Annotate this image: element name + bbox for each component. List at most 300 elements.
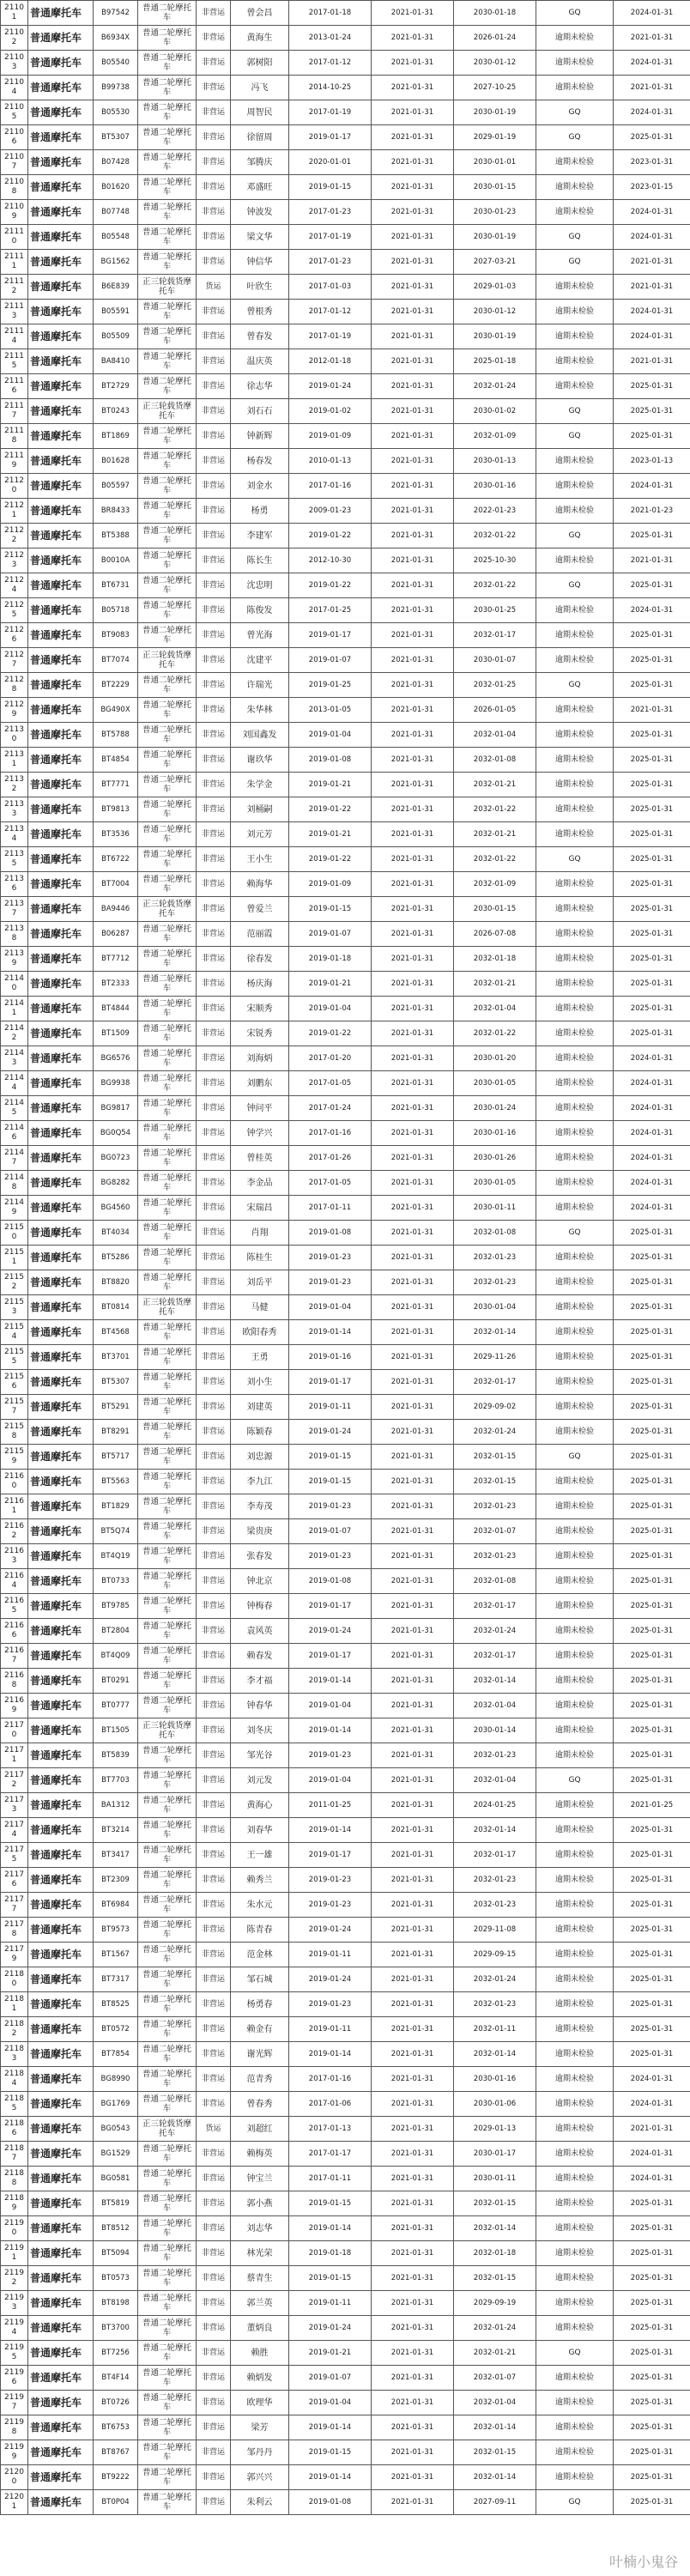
scrap-date-cell: 2026-07-08 bbox=[454, 922, 536, 947]
valid-until-cell: 2025-01-31 bbox=[614, 1943, 690, 1967]
vehicle-type-cell: 普通摩托车 bbox=[28, 748, 94, 773]
first-registration-date-cell: 2017-01-23 bbox=[289, 250, 372, 275]
vehicle-type-cell: 普通摩托车 bbox=[28, 1171, 94, 1196]
inspection-date-cell: 2021-01-31 bbox=[372, 26, 454, 51]
row-number-cell: 21173 bbox=[1, 1793, 28, 1818]
vehicle-type-cell: 普通摩托车 bbox=[28, 2266, 94, 2291]
plate-number-cell: BT4854 bbox=[94, 748, 138, 773]
inspection-date-cell: 2021-01-31 bbox=[372, 200, 454, 225]
first-registration-date-cell: 2019-01-17 bbox=[289, 1644, 372, 1669]
watermark-text: 叶楠小鬼谷 bbox=[608, 2554, 678, 2570]
scrap-date-cell: 2030-01-25 bbox=[454, 598, 536, 623]
vehicle-type-cell: 普通摩托车 bbox=[28, 2216, 94, 2241]
table-row bbox=[1, 1146, 690, 1171]
plate-number-cell: B07748 bbox=[94, 200, 138, 225]
first-registration-date-cell: 2019-01-21 bbox=[289, 2341, 372, 2366]
valid-until-cell: 2025-01-31 bbox=[614, 1743, 690, 1768]
table-row bbox=[1, 1992, 690, 2017]
valid-until-cell: 2025-01-31 bbox=[614, 972, 690, 997]
inspection-status-cell: GQ bbox=[536, 847, 614, 872]
scrap-date-cell: 2032-01-11 bbox=[454, 2017, 536, 2042]
table-row bbox=[1, 1918, 690, 1943]
owner-name-cell: 陈俊发 bbox=[231, 598, 289, 623]
vehicle-model-cell: 普通二轮摩托车 bbox=[138, 1470, 197, 1494]
row-number-cell: 21117 bbox=[1, 399, 28, 424]
plate-number-cell: BT6753 bbox=[94, 2415, 138, 2440]
row-number-cell: 21167 bbox=[1, 1644, 28, 1669]
vehicle-model-cell: 普通二轮摩托车 bbox=[138, 1694, 197, 1718]
plate-number-cell: BT4034 bbox=[94, 1221, 138, 1246]
inspection-date-cell: 2021-01-31 bbox=[372, 1544, 454, 1569]
usage-nature-cell: 非营运 bbox=[197, 399, 231, 424]
row-number-cell: 21136 bbox=[1, 872, 28, 897]
first-registration-date-cell: 2019-01-24 bbox=[289, 1619, 372, 1644]
vehicle-type-cell: 普通摩托车 bbox=[28, 1818, 94, 1843]
inspection-date-cell: 2021-01-31 bbox=[372, 2490, 454, 2515]
vehicle-model-cell: 普通二轮摩托车 bbox=[138, 598, 197, 623]
inspection-date-cell: 2021-01-31 bbox=[372, 499, 454, 524]
vehicle-model-cell: 普通二轮摩托车 bbox=[138, 1669, 197, 1694]
vehicle-model-cell: 正三轮载货摩托车 bbox=[138, 399, 197, 424]
row-number-cell: 21181 bbox=[1, 1992, 28, 2017]
vehicle-model-cell: 普通二轮摩托车 bbox=[138, 673, 197, 698]
scrap-date-cell: 2032-01-04 bbox=[454, 997, 536, 1021]
table-row bbox=[1, 1096, 690, 1121]
inspection-status-cell: 逾期未检验 bbox=[536, 623, 614, 648]
valid-until-cell: 2025-01-31 bbox=[614, 374, 690, 399]
vehicle-model-cell: 普通二轮摩托车 bbox=[138, 424, 197, 449]
plate-number-cell: BT7703 bbox=[94, 1768, 138, 1793]
first-registration-date-cell: 2019-01-14 bbox=[289, 2415, 372, 2440]
first-registration-date-cell: 2019-01-07 bbox=[289, 648, 372, 673]
usage-nature-cell: 非营运 bbox=[197, 250, 231, 275]
vehicle-model-cell: 普通二轮摩托车 bbox=[138, 2241, 197, 2266]
vehicle-model-cell: 普通二轮摩托车 bbox=[138, 2465, 197, 2490]
first-registration-date-cell: 2011-01-25 bbox=[289, 1793, 372, 1818]
scrap-date-cell: 2032-01-22 bbox=[454, 524, 536, 549]
inspection-status-cell: 逾期未检验 bbox=[536, 1370, 614, 1395]
scrap-date-cell: 2032-01-15 bbox=[454, 1470, 536, 1494]
row-number-cell: 21129 bbox=[1, 698, 28, 723]
valid-until-cell: 2025-01-31 bbox=[614, 1270, 690, 1295]
first-registration-date-cell: 2019-01-17 bbox=[289, 125, 372, 150]
first-registration-date-cell: 2017-01-13 bbox=[289, 2117, 372, 2142]
vehicle-type-cell: 普通摩托车 bbox=[28, 2117, 94, 2142]
table-row bbox=[1, 1843, 690, 1868]
owner-name-cell: 欧理华 bbox=[231, 2391, 289, 2415]
valid-until-cell: 2024-01-31 bbox=[614, 51, 690, 76]
plate-number-cell: BT5839 bbox=[94, 1743, 138, 1768]
owner-name-cell: 刘元发 bbox=[231, 1768, 289, 1793]
vehicle-type-cell: 普通摩托车 bbox=[28, 1992, 94, 2017]
first-registration-date-cell: 2019-01-14 bbox=[289, 1718, 372, 1743]
inspection-status-cell: 逾期未检验 bbox=[536, 1992, 614, 2017]
table-row bbox=[1, 1644, 690, 1669]
vehicle-model-cell: 普通二轮摩托车 bbox=[138, 1196, 197, 1221]
usage-nature-cell: 非营运 bbox=[197, 474, 231, 499]
vehicle-model-cell: 普通二轮摩托车 bbox=[138, 1868, 197, 1893]
vehicle-model-cell: 普通二轮摩托车 bbox=[138, 1644, 197, 1669]
inspection-status-cell: 逾期未检验 bbox=[536, 1320, 614, 1345]
vehicle-type-cell: 普通摩托车 bbox=[28, 623, 94, 648]
scrap-date-cell: 2032-01-14 bbox=[454, 1669, 536, 1694]
row-number-cell: 21143 bbox=[1, 1046, 28, 1071]
first-registration-date-cell: 2019-01-24 bbox=[289, 1420, 372, 1445]
plate-number-cell: B06287 bbox=[94, 922, 138, 947]
usage-nature-cell: 非营运 bbox=[197, 1569, 231, 1594]
row-number-cell: 21183 bbox=[1, 2042, 28, 2067]
inspection-date-cell: 2021-01-31 bbox=[372, 1370, 454, 1395]
inspection-date-cell: 2021-01-31 bbox=[372, 324, 454, 349]
owner-name-cell: 钟宝兰 bbox=[231, 2167, 289, 2191]
vehicle-type-cell: 普通摩托车 bbox=[28, 175, 94, 200]
plate-number-cell: BG0723 bbox=[94, 1146, 138, 1171]
owner-name-cell: 张春发 bbox=[231, 1544, 289, 1569]
usage-nature-cell: 非营运 bbox=[197, 1843, 231, 1868]
owner-name-cell: 钟梅春 bbox=[231, 1594, 289, 1619]
valid-until-cell: 2025-01-31 bbox=[614, 997, 690, 1021]
table-row bbox=[1, 2067, 690, 2092]
usage-nature-cell: 非营运 bbox=[197, 549, 231, 573]
owner-name-cell: 钟学兴 bbox=[231, 1121, 289, 1146]
row-number-cell: 21188 bbox=[1, 2167, 28, 2191]
vehicle-type-cell: 普通摩托车 bbox=[28, 1793, 94, 1818]
inspection-status-cell: 逾期未检验 bbox=[536, 1295, 614, 1320]
first-registration-date-cell: 2017-01-05 bbox=[289, 1171, 372, 1196]
inspection-status-cell: 逾期未检验 bbox=[536, 2191, 614, 2216]
vehicle-type-cell: 普通摩托车 bbox=[28, 1743, 94, 1768]
first-registration-date-cell: 2017-01-24 bbox=[289, 1096, 372, 1121]
vehicle-model-cell: 普通二轮摩托车 bbox=[138, 1046, 197, 1071]
valid-until-cell: 2024-01-31 bbox=[614, 2167, 690, 2191]
inspection-date-cell: 2021-01-31 bbox=[372, 2067, 454, 2092]
row-number-cell: 21121 bbox=[1, 499, 28, 524]
inspection-date-cell: 2021-01-31 bbox=[372, 1768, 454, 1793]
vehicle-model-cell: 普通二轮摩托车 bbox=[138, 2266, 197, 2291]
inspection-status-cell: 逾期未检验 bbox=[536, 1793, 614, 1818]
usage-nature-cell: 非营运 bbox=[197, 2366, 231, 2391]
owner-name-cell: 郭小燕 bbox=[231, 2191, 289, 2216]
valid-until-cell: 2024-01-31 bbox=[614, 598, 690, 623]
valid-until-cell: 2024-01-31 bbox=[614, 1071, 690, 1096]
inspection-status-cell: 逾期未检验 bbox=[536, 598, 614, 623]
table-row bbox=[1, 76, 690, 100]
inspection-status-cell: 逾期未检验 bbox=[536, 449, 614, 474]
row-number-cell: 21177 bbox=[1, 1893, 28, 1918]
inspection-date-cell: 2021-01-31 bbox=[372, 76, 454, 100]
usage-nature-cell: 非营运 bbox=[197, 1470, 231, 1494]
scrap-date-cell: 2032-01-18 bbox=[454, 2241, 536, 2266]
inspection-status-cell: 逾期未检验 bbox=[536, 748, 614, 773]
owner-name-cell: 曾爱兰 bbox=[231, 897, 289, 922]
owner-name-cell: 董炳良 bbox=[231, 2316, 289, 2341]
vehicle-model-cell: 普通二轮摩托车 bbox=[138, 1992, 197, 2017]
inspection-date-cell: 2021-01-31 bbox=[372, 897, 454, 922]
table-row bbox=[1, 1121, 690, 1146]
valid-until-cell: 2024-01-31 bbox=[614, 2142, 690, 2167]
usage-nature-cell: 非营运 bbox=[197, 1918, 231, 1943]
plate-number-cell: B97542 bbox=[94, 1, 138, 26]
usage-nature-cell: 非营运 bbox=[197, 847, 231, 872]
row-number-cell: 21187 bbox=[1, 2142, 28, 2167]
plate-number-cell: BT2729 bbox=[94, 374, 138, 399]
table-row bbox=[1, 1470, 690, 1494]
vehicle-type-cell: 普通摩托车 bbox=[28, 51, 94, 76]
plate-number-cell: BT1567 bbox=[94, 1943, 138, 1967]
vehicle-model-cell: 普通二轮摩托车 bbox=[138, 1793, 197, 1818]
owner-name-cell: 李九江 bbox=[231, 1470, 289, 1494]
vehicle-model-cell: 普通二轮摩托车 bbox=[138, 1569, 197, 1594]
owner-name-cell: 郭树阳 bbox=[231, 51, 289, 76]
row-number-cell: 21161 bbox=[1, 1494, 28, 1519]
vehicle-type-cell: 普通摩托车 bbox=[28, 997, 94, 1021]
plate-number-cell: BT7854 bbox=[94, 2042, 138, 2067]
valid-until-cell: 2025-01-31 bbox=[614, 1519, 690, 1544]
vehicle-type-cell: 普通摩托车 bbox=[28, 723, 94, 748]
plate-number-cell: B05548 bbox=[94, 225, 138, 250]
first-registration-date-cell: 2019-01-24 bbox=[289, 2316, 372, 2341]
plate-number-cell: BT7771 bbox=[94, 773, 138, 797]
row-number-cell: 21171 bbox=[1, 1743, 28, 1768]
usage-nature-cell: 非营运 bbox=[197, 1196, 231, 1221]
vehicle-type-cell: 普通摩托车 bbox=[28, 1146, 94, 1171]
usage-nature-cell: 非营运 bbox=[197, 324, 231, 349]
table-row bbox=[1, 997, 690, 1021]
table-row bbox=[1, 1619, 690, 1644]
table-row bbox=[1, 100, 690, 125]
vehicle-type-cell: 普通摩托车 bbox=[28, 1121, 94, 1146]
row-number-cell: 21189 bbox=[1, 2191, 28, 2216]
table-row bbox=[1, 1743, 690, 1768]
inspection-date-cell: 2021-01-31 bbox=[372, 1494, 454, 1519]
usage-nature-cell: 非营运 bbox=[197, 125, 231, 150]
first-registration-date-cell: 2020-01-01 bbox=[289, 150, 372, 175]
vehicle-type-cell: 普通摩托车 bbox=[28, 1345, 94, 1370]
usage-nature-cell: 非营运 bbox=[197, 2316, 231, 2341]
inspection-date-cell: 2021-01-31 bbox=[372, 773, 454, 797]
table-row bbox=[1, 2440, 690, 2465]
vehicle-model-cell: 普通二轮摩托车 bbox=[138, 2415, 197, 2440]
owner-name-cell: 曾根秀 bbox=[231, 300, 289, 324]
vehicle-type-cell: 普通摩托车 bbox=[28, 26, 94, 51]
vehicle-model-cell: 普通二轮摩托车 bbox=[138, 1021, 197, 1046]
table-row bbox=[1, 2341, 690, 2366]
vehicle-type-cell: 普通摩托车 bbox=[28, 2415, 94, 2440]
inspection-status-cell: 逾期未检验 bbox=[536, 1420, 614, 1445]
inspection-date-cell: 2021-01-31 bbox=[372, 947, 454, 972]
usage-nature-cell: 非营运 bbox=[197, 1544, 231, 1569]
vehicle-model-cell: 普通二轮摩托车 bbox=[138, 1221, 197, 1246]
inspection-status-cell: 逾期未检验 bbox=[536, 773, 614, 797]
table-row bbox=[1, 1320, 690, 1345]
vehicle-type-cell: 普通摩托车 bbox=[28, 2366, 94, 2391]
inspection-date-cell: 2021-01-31 bbox=[372, 349, 454, 374]
vehicle-type-cell: 普通摩托车 bbox=[28, 1594, 94, 1619]
first-registration-date-cell: 2017-01-11 bbox=[289, 2167, 372, 2191]
owner-name-cell: 林光荣 bbox=[231, 2241, 289, 2266]
first-registration-date-cell: 2019-01-04 bbox=[289, 1295, 372, 1320]
first-registration-date-cell: 2017-01-25 bbox=[289, 598, 372, 623]
owner-name-cell: 徐留周 bbox=[231, 125, 289, 150]
table-row bbox=[1, 1494, 690, 1519]
valid-until-cell: 2025-01-31 bbox=[614, 847, 690, 872]
owner-name-cell: 曾会昌 bbox=[231, 1, 289, 26]
plate-number-cell: B05597 bbox=[94, 474, 138, 499]
owner-name-cell: 宋顺秀 bbox=[231, 997, 289, 1021]
inspection-date-cell: 2021-01-31 bbox=[372, 573, 454, 598]
scrap-date-cell: 2026-01-05 bbox=[454, 698, 536, 723]
inspection-status-cell: 逾期未检验 bbox=[536, 1868, 614, 1893]
valid-until-cell: 2025-01-31 bbox=[614, 2291, 690, 2316]
owner-name-cell: 刘国鑫发 bbox=[231, 723, 289, 748]
plate-number-cell: B05718 bbox=[94, 598, 138, 623]
usage-nature-cell: 非营运 bbox=[197, 1967, 231, 1992]
vehicle-type-cell: 普通摩托车 bbox=[28, 1644, 94, 1669]
table-row bbox=[1, 1395, 690, 1420]
vehicle-type-cell: 普通摩托车 bbox=[28, 1768, 94, 1793]
usage-nature-cell: 非营运 bbox=[197, 349, 231, 374]
scrap-date-cell: 2032-01-09 bbox=[454, 424, 536, 449]
inspection-status-cell: 逾期未检验 bbox=[536, 1071, 614, 1096]
vehicle-type-cell: 普通摩托车 bbox=[28, 1943, 94, 1967]
owner-name-cell: 周智民 bbox=[231, 100, 289, 125]
owner-name-cell: 钟春华 bbox=[231, 1694, 289, 1718]
plate-number-cell: BG6576 bbox=[94, 1046, 138, 1071]
table-row bbox=[1, 300, 690, 324]
plate-number-cell: BT0243 bbox=[94, 399, 138, 424]
usage-nature-cell: 非营运 bbox=[197, 2291, 231, 2316]
plate-number-cell: BT8512 bbox=[94, 2216, 138, 2241]
vehicle-type-cell: 普通摩托车 bbox=[28, 648, 94, 673]
vehicle-type-cell: 普通摩托车 bbox=[28, 250, 94, 275]
row-number-cell: 21126 bbox=[1, 623, 28, 648]
table-row bbox=[1, 1868, 690, 1893]
scrap-date-cell: 2029-09-02 bbox=[454, 1395, 536, 1420]
table-row bbox=[1, 1544, 690, 1569]
vehicle-model-cell: 普通二轮摩托车 bbox=[138, 723, 197, 748]
vehicle-model-cell: 普通二轮摩托车 bbox=[138, 1494, 197, 1519]
inspection-status-cell: 逾期未检验 bbox=[536, 1519, 614, 1544]
plate-number-cell: BT0291 bbox=[94, 1669, 138, 1694]
scrap-date-cell: 2032-01-14 bbox=[454, 2465, 536, 2490]
row-number-cell: 21137 bbox=[1, 897, 28, 922]
vehicle-model-cell: 普通二轮摩托车 bbox=[138, 1893, 197, 1918]
first-registration-date-cell: 2019-01-22 bbox=[289, 573, 372, 598]
table-row bbox=[1, 449, 690, 474]
first-registration-date-cell: 2019-01-02 bbox=[289, 399, 372, 424]
plate-number-cell: BT7004 bbox=[94, 872, 138, 897]
vehicle-model-cell: 普通二轮摩托车 bbox=[138, 2042, 197, 2067]
vehicle-type-cell: 普通摩托车 bbox=[28, 822, 94, 847]
table-row bbox=[1, 1071, 690, 1096]
valid-until-cell: 2025-01-31 bbox=[614, 1594, 690, 1619]
vehicle-model-cell: 普通二轮摩托车 bbox=[138, 349, 197, 374]
vehicle-model-cell: 普通二轮摩托车 bbox=[138, 1121, 197, 1146]
first-registration-date-cell: 2017-01-12 bbox=[289, 300, 372, 324]
vehicle-type-cell: 普通摩托车 bbox=[28, 673, 94, 698]
plate-number-cell: BT3701 bbox=[94, 1345, 138, 1370]
inspection-status-cell: 逾期未检验 bbox=[536, 175, 614, 200]
inspection-date-cell: 2021-01-31 bbox=[372, 1868, 454, 1893]
first-registration-date-cell: 2019-01-24 bbox=[289, 374, 372, 399]
inspection-date-cell: 2021-01-31 bbox=[372, 150, 454, 175]
inspection-status-cell: GQ bbox=[536, 399, 614, 424]
owner-name-cell: 刘超红 bbox=[231, 2117, 289, 2142]
valid-until-cell: 2025-01-31 bbox=[614, 1246, 690, 1270]
usage-nature-cell: 非营运 bbox=[197, 673, 231, 698]
scrap-date-cell: 2032-01-07 bbox=[454, 1519, 536, 1544]
valid-until-cell: 2021-01-31 bbox=[614, 349, 690, 374]
usage-nature-cell: 非营运 bbox=[197, 1046, 231, 1071]
vehicle-type-cell: 普通摩托车 bbox=[28, 2092, 94, 2117]
valid-until-cell: 2024-01-31 bbox=[614, 300, 690, 324]
vehicle-type-cell: 普通摩托车 bbox=[28, 2490, 94, 2515]
table-row bbox=[1, 1818, 690, 1843]
owner-name-cell: 谢光辉 bbox=[231, 2042, 289, 2067]
row-number-cell: 21150 bbox=[1, 1221, 28, 1246]
row-number-cell: 21148 bbox=[1, 1171, 28, 1196]
scrap-date-cell: 2032-01-22 bbox=[454, 1021, 536, 1046]
table-row bbox=[1, 250, 690, 275]
owner-name-cell: 陈桂生 bbox=[231, 1246, 289, 1270]
table-row bbox=[1, 2167, 690, 2191]
table-row bbox=[1, 1594, 690, 1619]
owner-name-cell: 沈建平 bbox=[231, 648, 289, 673]
owner-name-cell: 梁文华 bbox=[231, 225, 289, 250]
usage-nature-cell: 非营运 bbox=[197, 1, 231, 26]
table-row bbox=[1, 897, 690, 922]
inspection-status-cell: 逾期未检验 bbox=[536, 1021, 614, 1046]
table-row bbox=[1, 1370, 690, 1395]
inspection-date-cell: 2021-01-31 bbox=[372, 748, 454, 773]
vehicle-model-cell: 普通二轮摩托车 bbox=[138, 698, 197, 723]
valid-until-cell: 2021-01-31 bbox=[614, 2117, 690, 2142]
scrap-date-cell: 2032-01-14 bbox=[454, 2042, 536, 2067]
valid-until-cell: 2025-01-31 bbox=[614, 2241, 690, 2266]
valid-until-cell: 2024-01-31 bbox=[614, 1146, 690, 1171]
first-registration-date-cell: 2019-01-14 bbox=[289, 2465, 372, 2490]
inspection-date-cell: 2021-01-31 bbox=[372, 100, 454, 125]
owner-name-cell: 刘金水 bbox=[231, 474, 289, 499]
inspection-date-cell: 2021-01-31 bbox=[372, 872, 454, 897]
plate-number-cell: BT2333 bbox=[94, 972, 138, 997]
owner-name-cell: 刘冬庆 bbox=[231, 1718, 289, 1743]
table-row bbox=[1, 673, 690, 698]
vehicle-model-cell: 正三轮载货摩托车 bbox=[138, 1718, 197, 1743]
inspection-status-cell: 逾期未检验 bbox=[536, 150, 614, 175]
valid-until-cell: 2024-01-31 bbox=[614, 1046, 690, 1071]
inspection-date-cell: 2021-01-31 bbox=[372, 1743, 454, 1768]
vehicle-type-cell: 普通摩托车 bbox=[28, 125, 94, 150]
usage-nature-cell: 非营运 bbox=[197, 300, 231, 324]
vehicle-model-cell: 普通二轮摩托车 bbox=[138, 225, 197, 250]
usage-nature-cell: 非营运 bbox=[197, 2440, 231, 2465]
table-row bbox=[1, 1569, 690, 1594]
scrap-date-cell: 2030-01-11 bbox=[454, 2167, 536, 2191]
row-number-cell: 21198 bbox=[1, 2415, 28, 2440]
inspection-status-cell: 逾期未检验 bbox=[536, 2316, 614, 2341]
scrap-date-cell: 2032-01-24 bbox=[454, 2316, 536, 2341]
table-row bbox=[1, 1519, 690, 1544]
usage-nature-cell: 非营运 bbox=[197, 1893, 231, 1918]
row-number-cell: 21140 bbox=[1, 972, 28, 997]
vehicle-model-cell: 普通二轮摩托车 bbox=[138, 1071, 197, 1096]
row-number-cell: 21113 bbox=[1, 300, 28, 324]
row-number-cell: 21144 bbox=[1, 1071, 28, 1096]
usage-nature-cell: 非营运 bbox=[197, 1669, 231, 1694]
row-number-cell: 21122 bbox=[1, 524, 28, 549]
plate-number-cell: BT4844 bbox=[94, 997, 138, 1021]
